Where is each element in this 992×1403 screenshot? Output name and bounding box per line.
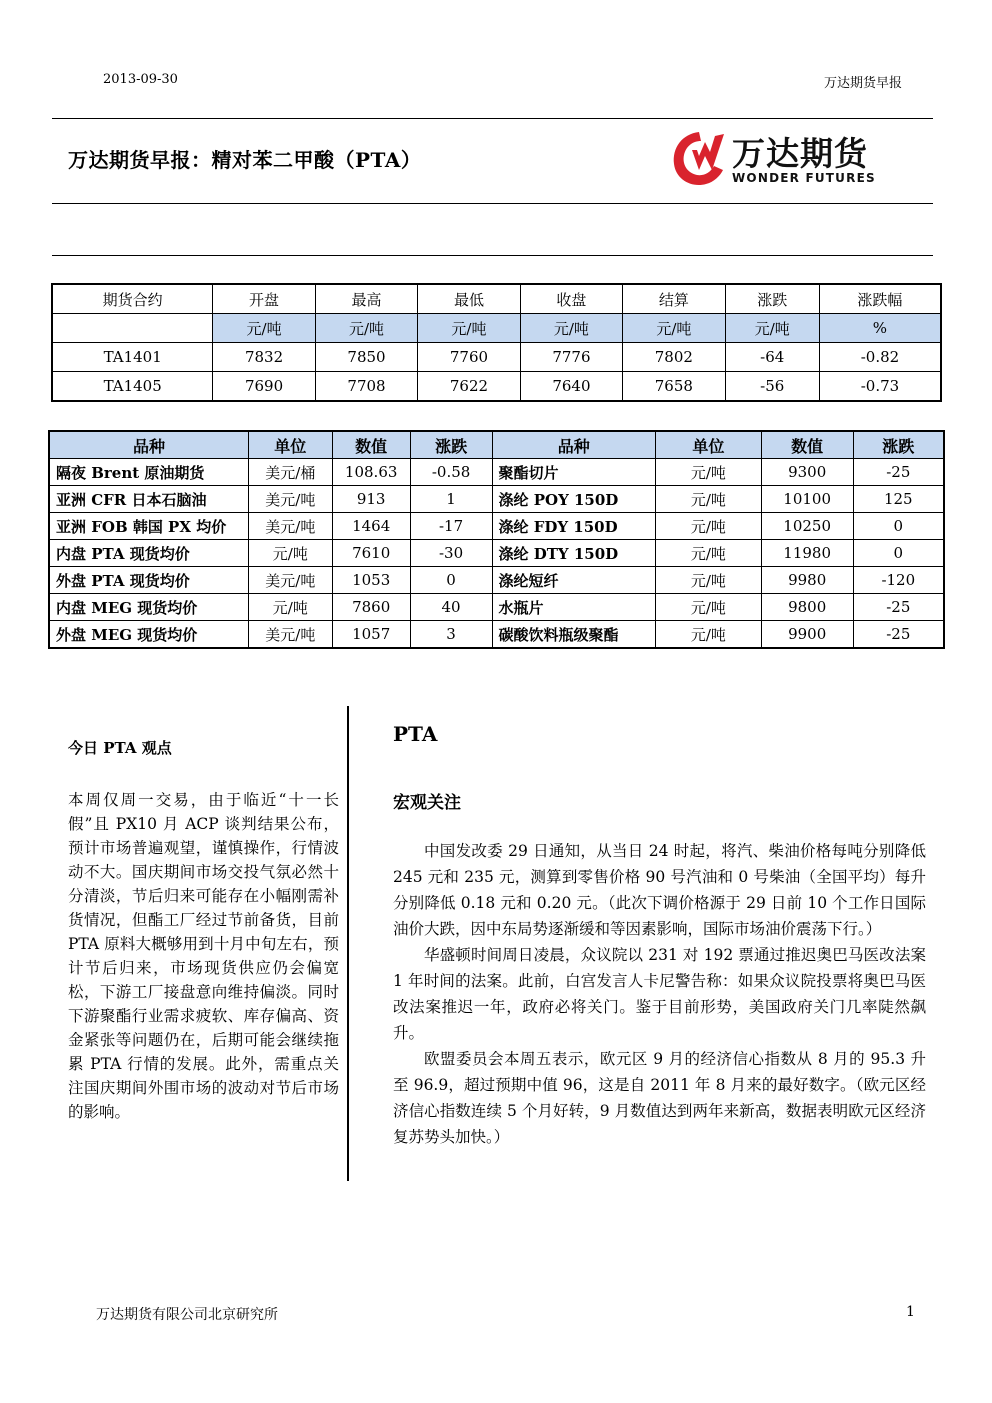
unit-cell — [52, 314, 213, 343]
table-cell: -56 — [725, 372, 819, 402]
header-cell: 最低 — [418, 284, 520, 314]
table-cell: 外盘 PTA 现货均价 — [49, 567, 248, 594]
table-cell: 3 — [410, 621, 492, 649]
page-title: 万达期货早报：精对苯二甲酸（PTA） — [68, 148, 422, 172]
table-cell: 美元/吨 — [248, 486, 332, 513]
table-cell: TA1405 — [52, 372, 213, 402]
table-row — [52, 372, 941, 402]
table-cell: 11980 — [761, 540, 853, 567]
header-cell: 涨跌幅 — [819, 284, 941, 314]
table-row — [49, 486, 944, 513]
table-row — [49, 459, 944, 486]
view-body: 本周仅周一交易，由于临近“十一长假”且 PX10 月 ACP 谈判结果公布，预计市场普遍观望，谨慎操作，行情波动不大。国庆期间市场交投气氛必然十分清淡，节后归来可能存在小幅刚需补货情况，但酯工厂经过节前备货，目前 PTA 原料大概够用到十月中旬左右，预计节后归来，市场现货供应仍会偏宽松，下游工厂接盘意向维持偏淡。同时下游聚酯行业需求疲软、库存偏高、资金紧张等问题仍在，后期可能会继续拖累 PTA 行情的发展。此外，需重点关注国庆期间外围市场的波动对节后市场的影响。 — [68, 791, 339, 1121]
table-cell: 元/吨 — [656, 459, 762, 486]
header-cell: 最高 — [315, 284, 417, 314]
table-cell: 碳酸饮料瓶级聚酯 — [492, 621, 656, 649]
table-cell: 10250 — [761, 513, 853, 540]
column-divider — [347, 706, 349, 1181]
table-cell: 外盘 MEG 现货均价 — [49, 621, 248, 649]
header-cell: 涨跌 — [410, 431, 492, 459]
header-cell: 开盘 — [213, 284, 315, 314]
table-cell: 108.63 — [332, 459, 410, 486]
unit-cell: 元/吨 — [623, 314, 725, 343]
report-name: 万达期货早报 — [823, 76, 902, 91]
table-header-row — [49, 431, 944, 459]
table-cell: -0.82 — [819, 343, 941, 372]
table-row — [49, 540, 944, 567]
table-cell: -25 — [853, 594, 944, 621]
table-cell: 7850 — [315, 343, 417, 372]
futures-table — [51, 283, 942, 402]
unit-cell: 元/吨 — [315, 314, 417, 343]
table-row — [49, 621, 944, 649]
table-cell: 7860 — [332, 594, 410, 621]
table-row — [52, 343, 941, 372]
table-cell: 亚洲 CFR 日本石脑油 — [49, 486, 248, 513]
table-cell: 9900 — [761, 621, 853, 649]
article-heading: PTA — [393, 722, 438, 746]
article-paragraph: 中国发改委 29 日通知，从当日 24 时起，将汽、柴油价格每吨分别降低 245 元和 235 元，测算到零售价格 90 号汽油和 0 号柴油（全国平均）每升分别降低 0.18 元和 0.20 元。（此次下调价格源于 29 日前 10 个工作日国际油价大跌，因中东局势逐渐缓和等因素影响，国际市场油价震荡下行。） — [393, 842, 926, 938]
table-cell: 1464 — [332, 513, 410, 540]
table-cell: 10100 — [761, 486, 853, 513]
table-cell: 7832 — [213, 343, 315, 372]
table-cell: -30 — [410, 540, 492, 567]
logo-english-text: WONDER FUTURES — [732, 171, 876, 185]
table-cell: 元/吨 — [248, 540, 332, 567]
table-cell: 40 — [410, 594, 492, 621]
table-cell: 隔夜 Brent 原油期货 — [49, 459, 248, 486]
header-cell: 涨跌 — [725, 284, 819, 314]
table-cell: 1057 — [332, 621, 410, 649]
table-row — [49, 513, 944, 540]
header-cell: 涨跌 — [853, 431, 944, 459]
table-cell: 元/吨 — [656, 513, 762, 540]
table-cell: 1053 — [332, 567, 410, 594]
table-cell: -25 — [853, 459, 944, 486]
page-number: 1 — [906, 1304, 915, 1320]
table-cell: 涤纶 FDY 150D — [492, 513, 656, 540]
table-cell: 水瓶片 — [492, 594, 656, 621]
table-cell: 内盘 PTA 现货均价 — [49, 540, 248, 567]
table-cell: 913 — [332, 486, 410, 513]
header-cell: 期货合约 — [52, 284, 213, 314]
header-cell: 品种 — [492, 431, 656, 459]
header-cell: 数值 — [761, 431, 853, 459]
table-row — [49, 594, 944, 621]
header-cell: 数值 — [332, 431, 410, 459]
header-cell: 收盘 — [520, 284, 622, 314]
footer-company: 万达期货有限公司北京研究所 — [96, 1307, 278, 1323]
unit-cell: 元/吨 — [418, 314, 520, 343]
table-cell: 元/吨 — [656, 621, 762, 649]
table-cell: 7658 — [623, 372, 725, 402]
table-cell: 1 — [410, 486, 492, 513]
units-row — [52, 314, 941, 343]
table-cell: 7690 — [213, 372, 315, 402]
view-title: 今日 PTA 观点 — [68, 739, 172, 757]
header-divider — [52, 118, 933, 119]
table-cell: 125 — [853, 486, 944, 513]
logo-chinese-text: 万达期货 — [732, 134, 868, 173]
table-cell: 元/吨 — [656, 486, 762, 513]
header-cell: 结算 — [623, 284, 725, 314]
unit-cell: 元/吨 — [725, 314, 819, 343]
logo-mark-icon — [668, 126, 730, 190]
table-cell: 7610 — [332, 540, 410, 567]
table-cell: 元/吨 — [248, 594, 332, 621]
table-cell: -17 — [410, 513, 492, 540]
table-cell: 0 — [410, 567, 492, 594]
section-divider — [52, 255, 933, 256]
article-body — [393, 838, 926, 1150]
table-cell: -0.58 — [410, 459, 492, 486]
table-cell: 涤纶短纤 — [492, 567, 656, 594]
table-cell: 9980 — [761, 567, 853, 594]
section-heading: 宏观关注 — [393, 793, 461, 813]
spot-price-table — [48, 430, 945, 649]
table-cell: 内盘 MEG 现货均价 — [49, 594, 248, 621]
header-cell: 单位 — [248, 431, 332, 459]
unit-cell: 元/吨 — [213, 314, 315, 343]
table-cell: 美元/吨 — [248, 621, 332, 649]
table-cell: 7640 — [520, 372, 622, 402]
table-cell: 7760 — [418, 343, 520, 372]
article-paragraph: 华盛顿时间周日凌晨，众议院以 231 对 192 票通过推迟奥巴马医改法案 1 年时间的法案。此前，白宫发言人卡尼警告称：如果众议院投票将奥巴马医改法案推迟一年，政府必将关门。鉴于目前形势，美国政府关门几率陡然飙升。 — [393, 946, 926, 1042]
table-cell: 7708 — [315, 372, 417, 402]
table-cell: 美元/吨 — [248, 567, 332, 594]
table-cell: 聚酯切片 — [492, 459, 656, 486]
table-cell: 元/吨 — [656, 567, 762, 594]
table-cell: -25 — [853, 621, 944, 649]
table-cell: 美元/桶 — [248, 459, 332, 486]
unit-cell: % — [819, 314, 941, 343]
table-cell: 涤纶 POY 150D — [492, 486, 656, 513]
table-cell: 9300 — [761, 459, 853, 486]
table-cell: 7622 — [418, 372, 520, 402]
table-cell: 美元/吨 — [248, 513, 332, 540]
table-cell: 7802 — [623, 343, 725, 372]
table-cell: 0 — [853, 540, 944, 567]
table-cell: 0 — [853, 513, 944, 540]
table-cell: 亚洲 FOB 韩国 PX 均价 — [49, 513, 248, 540]
header-cell: 单位 — [656, 431, 762, 459]
table-cell: TA1401 — [52, 343, 213, 372]
table-cell: 7776 — [520, 343, 622, 372]
table-cell: 涤纶 DTY 150D — [492, 540, 656, 567]
company-logo — [668, 126, 878, 190]
title-divider — [52, 203, 933, 204]
report-date: 2013-09-30 — [103, 72, 178, 87]
table-cell: 9800 — [761, 594, 853, 621]
table-header-row — [52, 284, 941, 314]
table-cell: 元/吨 — [656, 540, 762, 567]
table-cell: -120 — [853, 567, 944, 594]
table-row — [49, 567, 944, 594]
table-cell: -0.73 — [819, 372, 941, 402]
table-cell: -64 — [725, 343, 819, 372]
unit-cell: 元/吨 — [520, 314, 622, 343]
table-cell: 元/吨 — [656, 594, 762, 621]
article-paragraph: 欧盟委员会本周五表示，欧元区 9 月的经济信心指数从 8 月的 95.3 升至 96.9，超过预期中值 96，这是自 2011 年 8 月来的最好数字。（欧元区经济信心指数连续 5 个月好转，9 月数值达到两年来新高，数据表明欧元区经济复苏势头加快。） — [393, 1050, 926, 1146]
header-cell: 品种 — [49, 431, 248, 459]
